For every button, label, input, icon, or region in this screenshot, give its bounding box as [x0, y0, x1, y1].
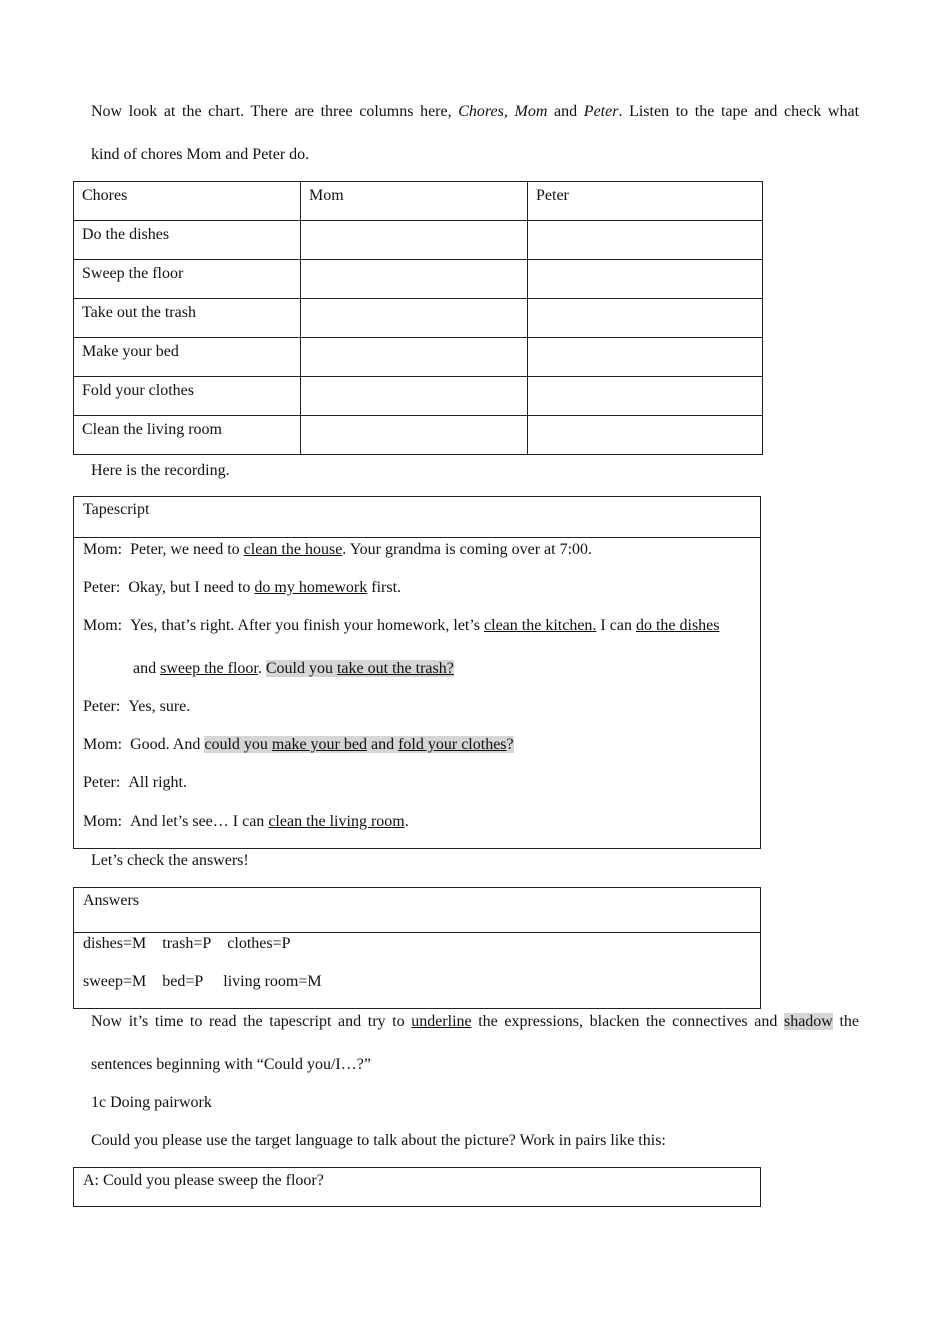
dialogue-line-continued: and sweep the floor. Could you take out the trash? — [133, 660, 454, 677]
table-row — [74, 377, 763, 416]
shaded-expression: take out the trash? — [336, 660, 454, 677]
tapescript-header — [74, 497, 760, 538]
answers-row: sweep=M bed=P living room=M — [83, 973, 322, 990]
chore-cell: Take out the trash — [74, 299, 301, 338]
table-row — [74, 299, 763, 338]
peter-check-cell[interactable] — [528, 221, 763, 260]
mom-check-cell[interactable] — [301, 221, 528, 260]
mom-check-cell[interactable] — [301, 299, 528, 338]
mom-check-cell[interactable] — [301, 338, 528, 377]
tapescript-box — [73, 496, 761, 849]
answers-box — [73, 887, 761, 1009]
dialogue-line: Mom: And let’s see… I can clean the living room. — [83, 813, 409, 830]
dialogue-line: Peter: All right. — [83, 774, 187, 791]
shadow-word: shadow — [783, 1013, 833, 1030]
expression: do the dishes — [635, 617, 720, 634]
answers-row: dishes=M trash=P clothes=P — [83, 935, 291, 952]
instructions-line-1: Now it’s time to read the tapescript and try to underline the expressions, blacken the connectives and shadow the — [91, 1013, 860, 1030]
shaded-expression: make your bed — [271, 736, 367, 753]
dialogue-line: Peter: Okay, but I need to do my homework first. — [83, 579, 402, 596]
expression: clean the kitchen. — [484, 617, 597, 634]
header-peter: Peter — [528, 182, 763, 221]
answers-title: Answers — [83, 892, 139, 909]
table-row — [74, 338, 763, 377]
chore-cell: Do the dishes — [74, 221, 301, 260]
shaded-request: could you — [204, 736, 272, 753]
pairwork-prompt: Could you please use the target language to talk about the picture? Work in pairs like this: — [91, 1132, 666, 1149]
shaded-request: Could you — [265, 660, 337, 677]
tapescript-title: Tapescript — [83, 501, 150, 518]
dialogue-line: Mom: Good. And could you make your bed and fold your clothes? — [83, 736, 514, 753]
header-chores: Chores — [74, 182, 301, 221]
speaker: Mom: — [83, 813, 123, 830]
example-sentence: A: Could you please sweep the floor? — [83, 1172, 324, 1189]
chores-table — [73, 181, 763, 455]
expression: clean the living room — [268, 813, 405, 830]
peter-check-cell[interactable] — [528, 377, 763, 416]
chore-cell: Clean the living room — [74, 416, 301, 455]
speaker: Mom: — [83, 617, 123, 634]
column-name-mom: Mom — [514, 103, 548, 120]
peter-check-cell[interactable] — [528, 260, 763, 299]
expression: do my homework — [254, 579, 368, 596]
peter-check-cell[interactable] — [528, 299, 763, 338]
peter-check-cell[interactable] — [528, 338, 763, 377]
shaded-expression: fold your clothes — [398, 736, 507, 753]
peter-check-cell[interactable] — [528, 416, 763, 455]
dialogue-line: Peter: Yes, sure. — [83, 698, 191, 715]
expression: clean the house — [243, 541, 343, 558]
underline-word: underline — [411, 1013, 472, 1030]
speaker: Peter: — [83, 774, 121, 791]
chore-cell: Fold your clothes — [74, 377, 301, 416]
speaker: Peter: — [83, 698, 121, 715]
mom-check-cell[interactable] — [301, 416, 528, 455]
expression: sweep the floor — [160, 660, 258, 677]
intro-line-1: Now look at the chart. There are three columns here, Chores, Mom and Peter. Listen to the tape and check what — [91, 103, 860, 120]
speaker: Mom: — [83, 736, 123, 753]
intro-line-2: kind of chores Mom and Peter do. — [91, 146, 310, 163]
shaded-connective: and — [366, 736, 399, 753]
chore-cell: Make your bed — [74, 338, 301, 377]
mom-check-cell[interactable] — [301, 377, 528, 416]
table-row — [74, 416, 763, 455]
answers-header — [74, 888, 760, 933]
mom-check-cell[interactable] — [301, 260, 528, 299]
recording-note: Here is the recording. — [91, 462, 230, 479]
chore-cell: Sweep the floor — [74, 260, 301, 299]
column-name-peter: Peter — [583, 103, 619, 120]
table-row — [74, 221, 763, 260]
check-note: Let’s check the answers! — [91, 852, 249, 869]
dialogue-line: Mom: Peter, we need to clean the house. Your grandma is coming over at 7:00. — [83, 541, 593, 558]
header-mom: Mom — [301, 182, 528, 221]
column-name-chores: Chores, — [458, 103, 508, 120]
dialogue-line: Mom: Yes, that’s right. After you finish your homework, let’s clean the kitchen. I can do the dishes — [83, 617, 720, 634]
table-row — [74, 260, 763, 299]
speaker: Mom: — [83, 541, 123, 558]
table-header-row — [74, 182, 763, 221]
example-box — [73, 1167, 761, 1207]
instructions-line-2: sentences beginning with “Could you/I…?” — [91, 1056, 371, 1073]
speaker: Peter: — [83, 579, 121, 596]
section-title: 1c Doing pairwork — [91, 1094, 212, 1111]
